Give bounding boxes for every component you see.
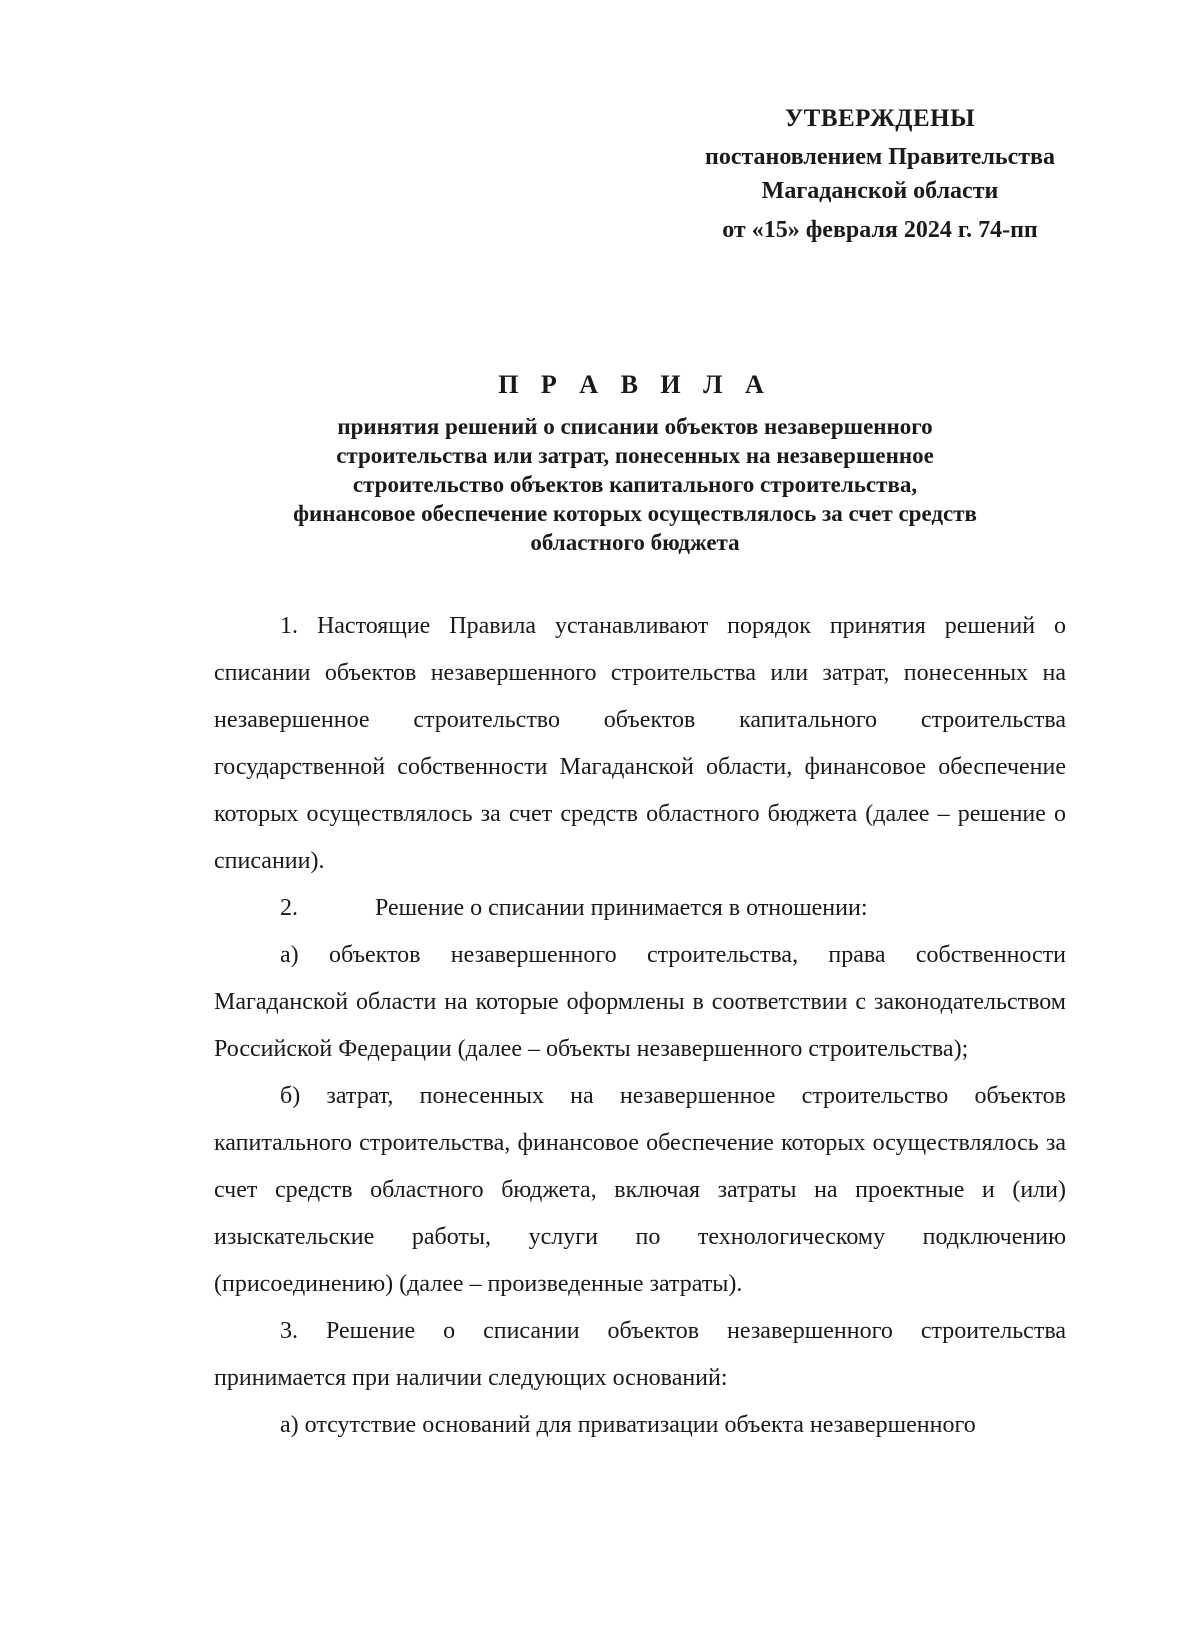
title-line-4: финансовое обеспечение которых осуществлялось за счет средств — [293, 501, 977, 526]
paragraph-2-text: Решение о списании принимается в отношении: — [375, 895, 868, 921]
title-line-5: областного бюджета — [530, 530, 740, 555]
paragraph-2-number: 2. — [280, 895, 298, 921]
document-body — [214, 603, 1066, 1449]
paragraph-2a: а) объектов незавершенного строительства, права собственности Магаданской области на которые оформлены в соответствии с законодательством Российской Федерации (далее – объекты незавершенного строительства); — [214, 942, 1066, 1062]
title-line-3: строительство объектов капитального строительства, — [352, 472, 918, 497]
title-line-1: принятия решений о списании объектов незавершенного — [337, 414, 933, 439]
approval-line-2: Магаданской области — [761, 178, 999, 204]
approval-stamp — [670, 102, 1090, 247]
approval-date: от «15» февраля 2024 г. 74-пп — [722, 217, 1038, 243]
title-line-2: строительства или затрат, понесенных на незавершенное — [336, 443, 934, 468]
approval-line-1: постановлением Правительства — [704, 144, 1055, 170]
paragraph-2 — [214, 885, 1066, 932]
paragraph-2b: б) затрат, понесенных на незавершенное строительство объектов капитального строительства, финансовое обеспечение которых осуществлялось за счет средств областного бюджета, включая затраты на проектные и (или) изыскательские работы, услуги по технологическому подключению (присоединению) (далее – произведенные затраты). — [214, 1083, 1066, 1297]
paragraph-3a: а) отсутствие оснований для приватизации объекта незавершенного — [280, 1412, 976, 1438]
title-rules: П Р А В И Л А — [498, 370, 772, 399]
paragraph-3: 3. Решение о списании объектов незавершенного строительства принимается при наличии следующих оснований: — [214, 1318, 1066, 1391]
approval-heading: УТВЕРЖДЕНЫ — [784, 105, 976, 132]
document-title — [210, 368, 1060, 557]
paragraph-1: 1. Настоящие Правила устанавливают порядок принятия решений о списании объектов незавершенного строительства или затрат, понесенных на незавершенное строительство объектов капитального строительства государственной собственности Магаданской области, финансовое обеспечение которых осуществлялось за счет средств областного бюджета (далее – решение о списании). — [214, 613, 1066, 874]
